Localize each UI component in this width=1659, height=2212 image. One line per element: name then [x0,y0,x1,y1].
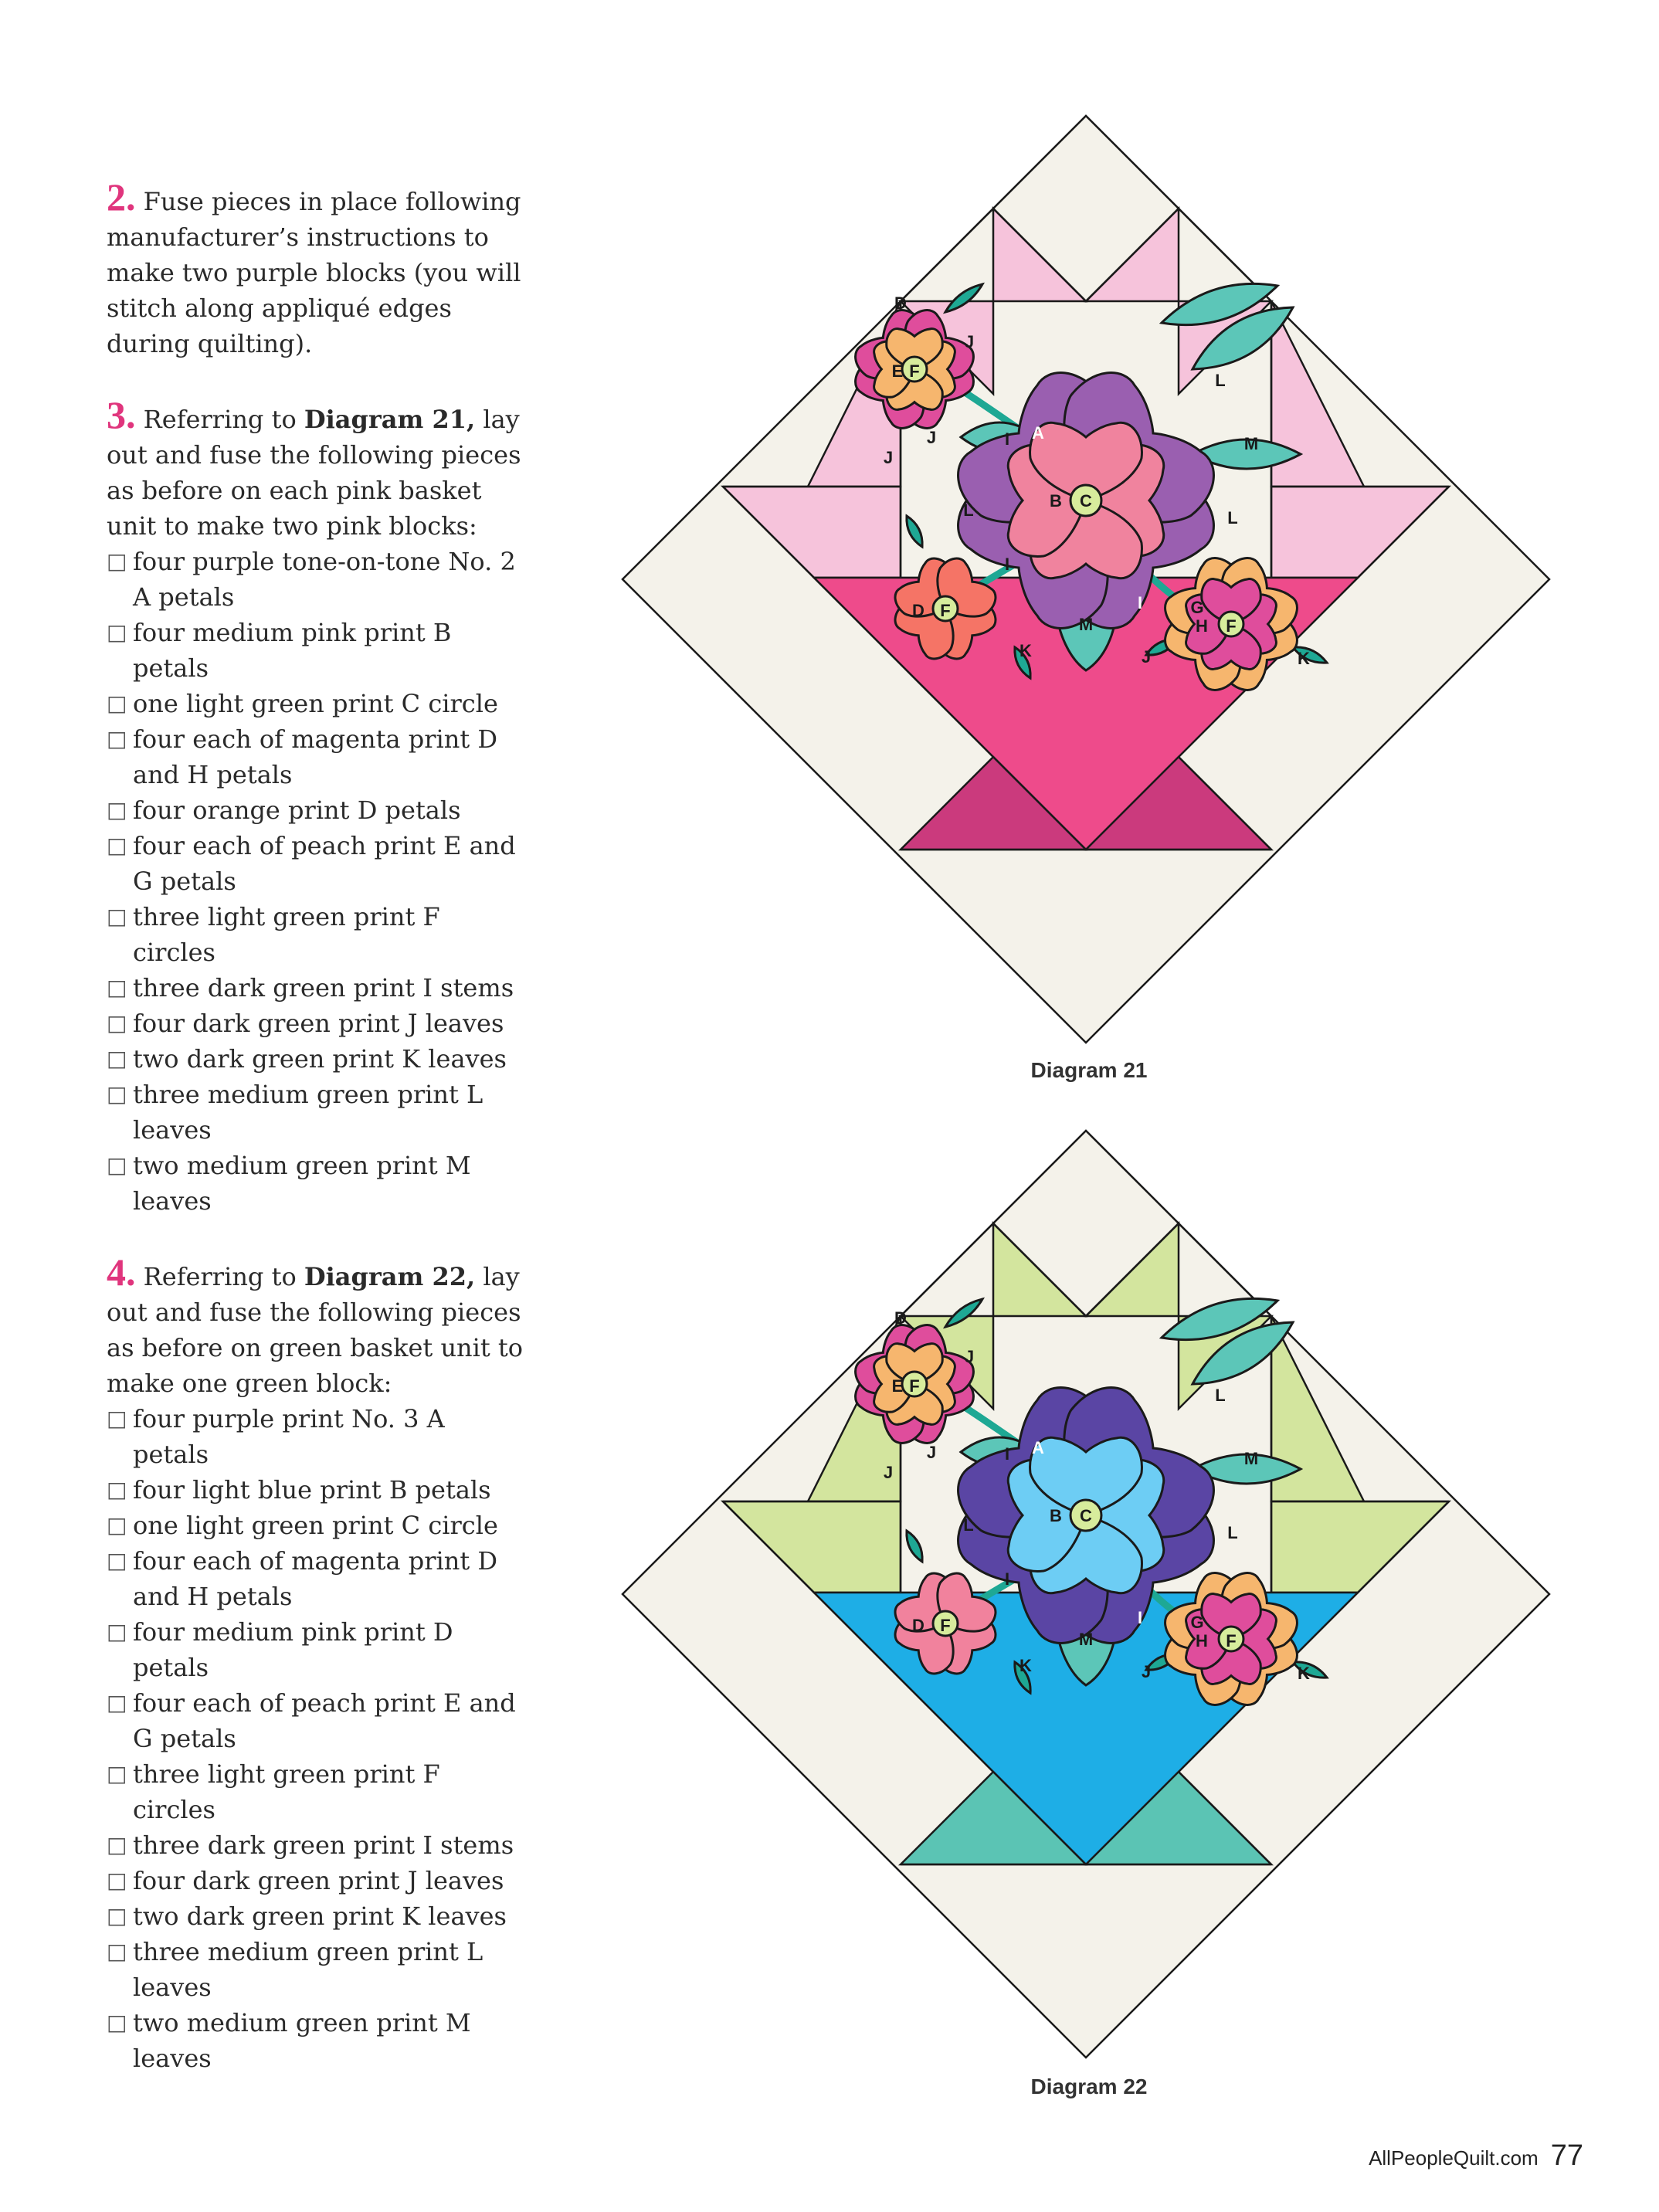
piece-label-k: K [1019,641,1032,660]
piece-label-g: G [1190,598,1204,617]
block-diagram-svg [621,114,1551,1044]
piece-label-l: L [1215,371,1226,390]
checklist-item: □ four orange print D petals [107,792,524,828]
piece-label-c: C [1080,1506,1092,1525]
diagram-22-caption: Diagram 22 [1030,2075,1148,2098]
step-number: 4. [107,1250,136,1294]
checklist-item: □ four medium pink print B petals [107,615,524,686]
piece-label-f: F [940,1616,951,1635]
piece-label-d: D [912,601,924,620]
piece-label-d: D [894,1308,907,1328]
checklist-item: □ two dark green print K leaves [107,1898,524,1934]
checklist-item: □ four dark green print J leaves [107,1006,524,1041]
piece-label-l: L [1227,508,1238,528]
piece-label-f: F [1226,616,1237,636]
piece-label-j: J [1141,1662,1152,1681]
diagram-21 [621,114,1551,1044]
piece-label-j: J [964,1347,975,1366]
step-3 [107,393,524,1219]
piece-label-f: F [909,1376,920,1396]
checklist-item: □ four light blue print B petals [107,1472,524,1508]
website: AllPeopleQuilt.com [1369,2146,1539,2170]
piece-label-f: F [909,361,920,381]
step-intro-rest: lay out and fuse the following pieces as before on green basket unit to make one green block: [107,1262,524,1398]
piece-label-e: E [891,1376,904,1396]
piece-label-j: J [926,1443,937,1462]
checklist-item: □ two medium green print M leaves [107,2005,524,2076]
piece-label-l: L [1227,1523,1238,1542]
checklist-item: □ four each of peach print E and G petals [107,1685,524,1756]
checklist-item: □ one light green print C circle [107,1508,524,1543]
diagram-reference: Diagram 21, [304,405,476,434]
piece-label-j: J [1141,647,1152,667]
checklist-item: □ four each of magenta print D and H petals [107,1543,524,1614]
block-diagram-svg [621,1129,1551,2059]
step-4 [107,1250,524,2076]
checklist-item: □ four purple tone-on-tone No. 2 A petals [107,544,524,615]
piece-label-m: M [1078,615,1094,634]
diagram-21-caption: Diagram 21 [1030,1058,1148,1082]
piece-label-k: K [1298,1664,1310,1683]
piece-label-j: J [964,332,975,351]
piece-label-i: I [1004,429,1010,449]
piece-label-b: B [1050,491,1062,511]
piece-label-f: F [940,601,951,620]
checklist-item: □ two dark green print K leaves [107,1041,524,1077]
checklist-item: □ three medium green print L leaves [107,1934,524,2005]
page-footer [1369,2139,1583,2173]
piece-label-k: K [1019,1656,1032,1675]
instructions-column [107,175,524,2112]
piece-label-j: J [883,448,894,467]
piece-label-a: A [1032,1438,1044,1457]
piece-label-j: J [926,428,937,447]
checklist-item: □ three medium green print L leaves [107,1077,524,1148]
piece-checklist [107,1401,524,2076]
checklist-item: □ three light green print F circles [107,1756,524,1827]
step-intro: Referring to [143,405,297,434]
page-number: 77 [1550,2139,1583,2172]
checklist-item: □ three light green print F circles [107,899,524,970]
piece-label-i: I [1004,1569,1010,1589]
piece-label-h: H [1196,1631,1208,1651]
piece-label-j: J [883,1463,894,1482]
piece-label-f: F [1226,1631,1237,1651]
piece-label-h: H [1196,616,1208,636]
step-number: 2. [107,175,136,219]
piece-label-g: G [1190,1613,1204,1632]
step-number: 3. [107,393,136,436]
piece-label-l: L [963,1515,974,1535]
piece-label-i: I [1137,593,1143,612]
piece-label-i: I [1137,1608,1143,1627]
piece-label-a: A [1032,423,1044,443]
piece-label-i: I [1004,555,1010,574]
piece-label-i: I [1004,1444,1010,1464]
piece-label-e: E [891,361,904,381]
step-text: Fuse pieces in place following manufacturer’s instructions to make two purple blocks (you will stitch along appliqué edges during quilting). [107,187,521,358]
piece-label-m: M [1243,434,1259,453]
piece-label-m: M [1078,1630,1094,1649]
piece-label-c: C [1080,491,1092,511]
checklist-item: □ four dark green print J leaves [107,1863,524,1898]
checklist-item: □ three dark green print I stems [107,1827,524,1863]
piece-label-b: B [1050,1506,1062,1525]
checklist-item: □ four medium pink print D petals [107,1614,524,1685]
piece-label-m: M [1243,1449,1259,1468]
checklist-item: □ four each of peach print E and G petals [107,828,524,899]
piece-label-d: D [894,293,907,313]
diagram-reference: Diagram 22, [304,1262,476,1291]
piece-label-d: D [912,1616,924,1635]
checklist-item: □ one light green print C circle [107,686,524,721]
piece-label-l: L [1215,1386,1226,1405]
step-intro: Referring to [143,1262,297,1291]
piece-label-k: K [1298,649,1310,668]
checklist-item: □ four purple print No. 3 A petals [107,1401,524,1472]
step-2 [107,175,524,361]
checklist-item: □ four each of magenta print D and H petals [107,721,524,792]
piece-label-l: L [963,500,974,520]
checklist-item: □ two medium green print M leaves [107,1148,524,1219]
piece-checklist [107,544,524,1219]
diagram-22 [621,1129,1551,2059]
checklist-item: □ three dark green print I stems [107,970,524,1006]
step-intro-rest: lay out and fuse the following pieces as before on each pink basket unit to make two pink blocks: [107,405,521,541]
